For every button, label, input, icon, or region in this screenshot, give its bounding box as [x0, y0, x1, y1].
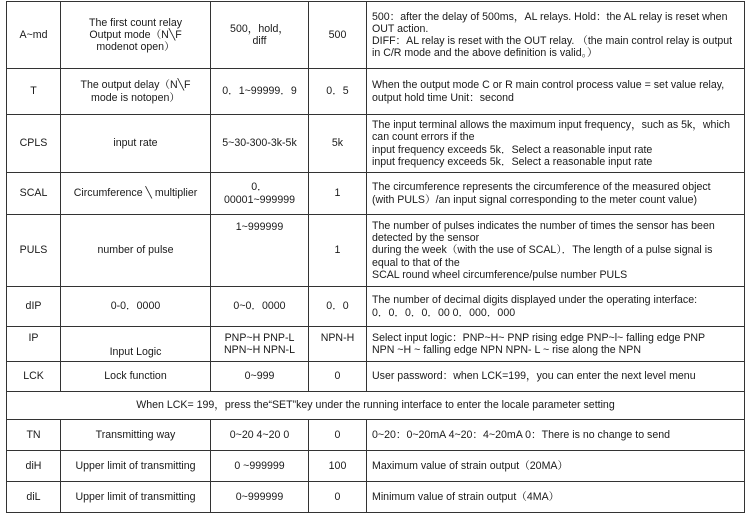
table-row — [7, 482, 745, 513]
table-row — [7, 69, 745, 115]
param-name: LCK — [7, 362, 61, 392]
param-note: Maximum value of strain output（20MA） — [367, 451, 745, 482]
param-range: 0~0．0000 — [211, 287, 309, 327]
notice-text: When LCK= 199，press the“SET”key under the running interface to enter the locale parameter setting — [7, 392, 745, 420]
param-note: Minimum value of strain output（4MA） — [367, 482, 745, 513]
table-row — [7, 451, 745, 482]
table-row — [7, 287, 745, 327]
param-default: 0．5 — [309, 69, 367, 115]
param-name: SCAL — [7, 173, 61, 215]
param-default: 0．0 — [309, 287, 367, 327]
param-note: The number of decimal digits displayed under the operating interface: 0．0．0．0．00 0．000．000 — [367, 287, 745, 327]
table-row — [7, 2, 745, 69]
param-name: diL — [7, 482, 61, 513]
param-description: Input Logic — [61, 327, 211, 362]
param-range: 0~999999 — [211, 482, 309, 513]
param-description: input rate — [61, 115, 211, 173]
param-description: Transmitting way — [61, 420, 211, 451]
param-range: 0 ~999999 — [211, 451, 309, 482]
param-default: 0 — [309, 420, 367, 451]
param-name: CPLS — [7, 115, 61, 173]
param-name: diH — [7, 451, 61, 482]
notice-row — [7, 392, 745, 420]
table-row — [7, 327, 745, 362]
param-range: 0．00001~999999 — [211, 173, 309, 215]
param-description: Upper limit of transmitting — [61, 451, 211, 482]
param-default: NPN-H — [309, 327, 367, 362]
table-row — [7, 362, 745, 392]
param-name: TN — [7, 420, 61, 451]
param-description: Circumference ╲ multiplier — [61, 173, 211, 215]
param-description: number of pulse — [61, 215, 211, 287]
param-default: 5k — [309, 115, 367, 173]
table-row — [7, 115, 745, 173]
table-row — [7, 215, 745, 287]
param-note: 500：after the delay of 500ms，AL relays. Hold：the AL relay is reset when OUT action. DIFF：AL relay is reset with the OUT relay. （the main control relay is output in C/R mode and the above definition is valid。） — [367, 2, 745, 69]
param-range: 1~999999 — [211, 215, 309, 287]
param-range: 500，hold， diff — [211, 2, 309, 69]
param-default: 500 — [309, 2, 367, 69]
param-description: 0-0．0000 — [61, 287, 211, 327]
param-description: Upper limit of transmitting — [61, 482, 211, 513]
param-name: dIP — [7, 287, 61, 327]
param-range: 0．1~99999．9 — [211, 69, 309, 115]
param-note: User password：when LCK=199，you can enter the next level menu — [367, 362, 745, 392]
param-note: The circumference represents the circumference of the measured object (with PULS）/an input signal corresponding to the meter count value) — [367, 173, 745, 215]
param-description: The output delay（N╲F mode is notopen） — [61, 69, 211, 115]
param-default: 1 — [309, 173, 367, 215]
param-range: 0~999 — [211, 362, 309, 392]
param-name: PULS — [7, 215, 61, 287]
param-range: 5~30-300-3k-5k — [211, 115, 309, 173]
param-note: When the output mode C or R main control process value = set value relay, output hold time Unit：second — [367, 69, 745, 115]
param-range: 0~20 4~20 0 — [211, 420, 309, 451]
parameter-table — [6, 1, 745, 513]
param-note: Select input logic：PNP~H~ PNP rising edge PNP~l~ falling edge PNP NPN ~H ~ falling edge NPN NPN- L ~ rise along the NPN — [367, 327, 745, 362]
param-note: The number of pulses indicates the number of times the sensor has been detected by the sensor during the week（with the use of SCAL）．The length of a pulse signal is equal to that of the SCAL round wheel circumference/pulse number PULS — [367, 215, 745, 287]
param-default: 0 — [309, 482, 367, 513]
param-description: Lock function — [61, 362, 211, 392]
param-default: 0 — [309, 362, 367, 392]
param-note: The input terminal allows the maximum input frequency，such as 5k，which can count errors if the input frequency exceeds 5k．Select a reasonable input rate input frequency exceeds 5k．Select a reasonable input rate — [367, 115, 745, 173]
table-row — [7, 173, 745, 215]
param-name: IP — [7, 327, 61, 362]
param-description: The first count relay Output mode（N╲F modenot open） — [61, 2, 211, 69]
param-default: 100 — [309, 451, 367, 482]
param-name: A~md — [7, 2, 61, 69]
param-range: PNP~H PNP-L NPN~H NPN-L — [211, 327, 309, 362]
table-row — [7, 420, 745, 451]
param-note: 0~20：0~20mA 4~20：4~20mA 0：There is no change to send — [367, 420, 745, 451]
param-name: T — [7, 69, 61, 115]
param-default: 1 — [309, 215, 367, 287]
